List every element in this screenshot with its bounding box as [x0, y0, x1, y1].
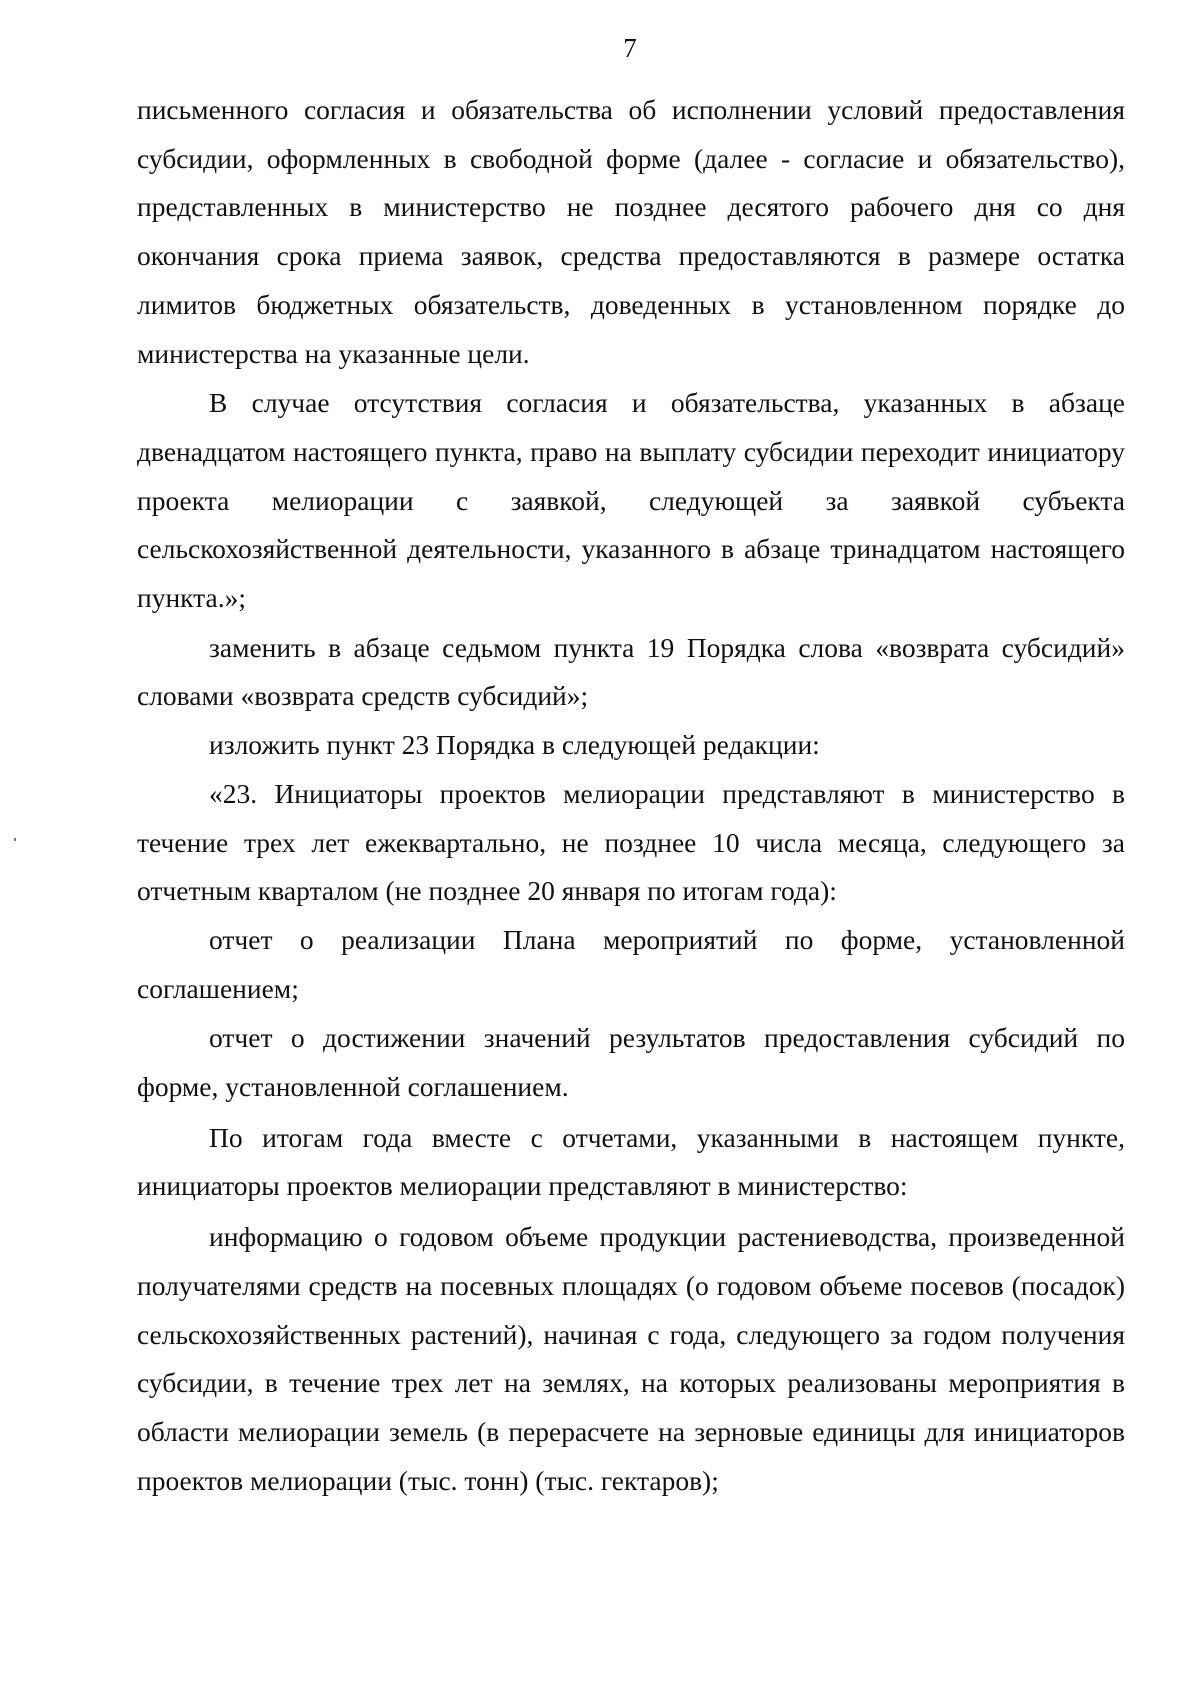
paragraph-consent-absence: В случае отсутствия согласия и обязательства, указанных в абзаце двенадцатом настоящего пункта, право на выплату субсидии переходит инициатору проекта мелиорации с заявкой, следующей за заявкой субъекта сельскохозяйственной деятельности, указанного в абзаце тринадцатом настоящего пункта.»;: [137, 387, 1125, 614]
paragraph-restate-point-23: изложить пункт 23 Порядка в следующей редакции:: [209, 729, 820, 761]
paragraph-annual-results: По итогам года вместе с отчетами, указанными в настоящем пункте, инициаторы проектов мелиорации представляют в министерство:: [137, 1121, 1125, 1202]
paragraph-results-report: отчет о достижении значений результатов предоставления субсидий по форме, установленной соглашением.: [137, 1022, 1125, 1103]
paragraph-point-23: «23. Инициаторы проектов мелиорации представляют в министерство в течение трех лет ежеквартально, не позднее 10 числа месяца, следующего за отчетным кварталом (не позднее 20 января по итогам года):: [137, 777, 1125, 907]
paragraph-continuation: письменного согласия и обязательства об исполнении условий предоставления субсидии, оформленных в свободной форме (далее - согласие и обязательство), представленных в министерство не позднее десятого рабочего дня со дня окончания срока приема заявок, средства предоставляются в размере остатка лимитов бюджетных обязательств, доведенных в установленном порядке до министерства на указанные цели.: [137, 94, 1125, 369]
document-body: [137, 86, 1125, 1505]
paragraph-plan-report: отчет о реализации Плана мероприятий по форме, установленной соглашением;: [137, 923, 1125, 1004]
paragraph-replace-words: заменить в абзаце седьмом пункта 19 Порядка слова «возврата субсидий» словами «возврата средств субсидий»;: [137, 631, 1125, 712]
page-number: 7: [623, 33, 637, 63]
scan-artifact-dot: [14, 838, 16, 841]
paragraph-crop-production-info: информацию о годовом объеме продукции растениеводства, произведенной получателями средств на посевных площадях (о годовом объеме посевов (посадок) сельскохозяйственных растений), начиная с года, следующего за годом получения субсидии, в течение трех лет на землях, на которых реализованы мероприятия в области мелиорации земель (в перерасчете на зерновые единицы для инициаторов проектов мелиорации (тыс. тонн) (тыс. гектаров);: [137, 1221, 1125, 1496]
